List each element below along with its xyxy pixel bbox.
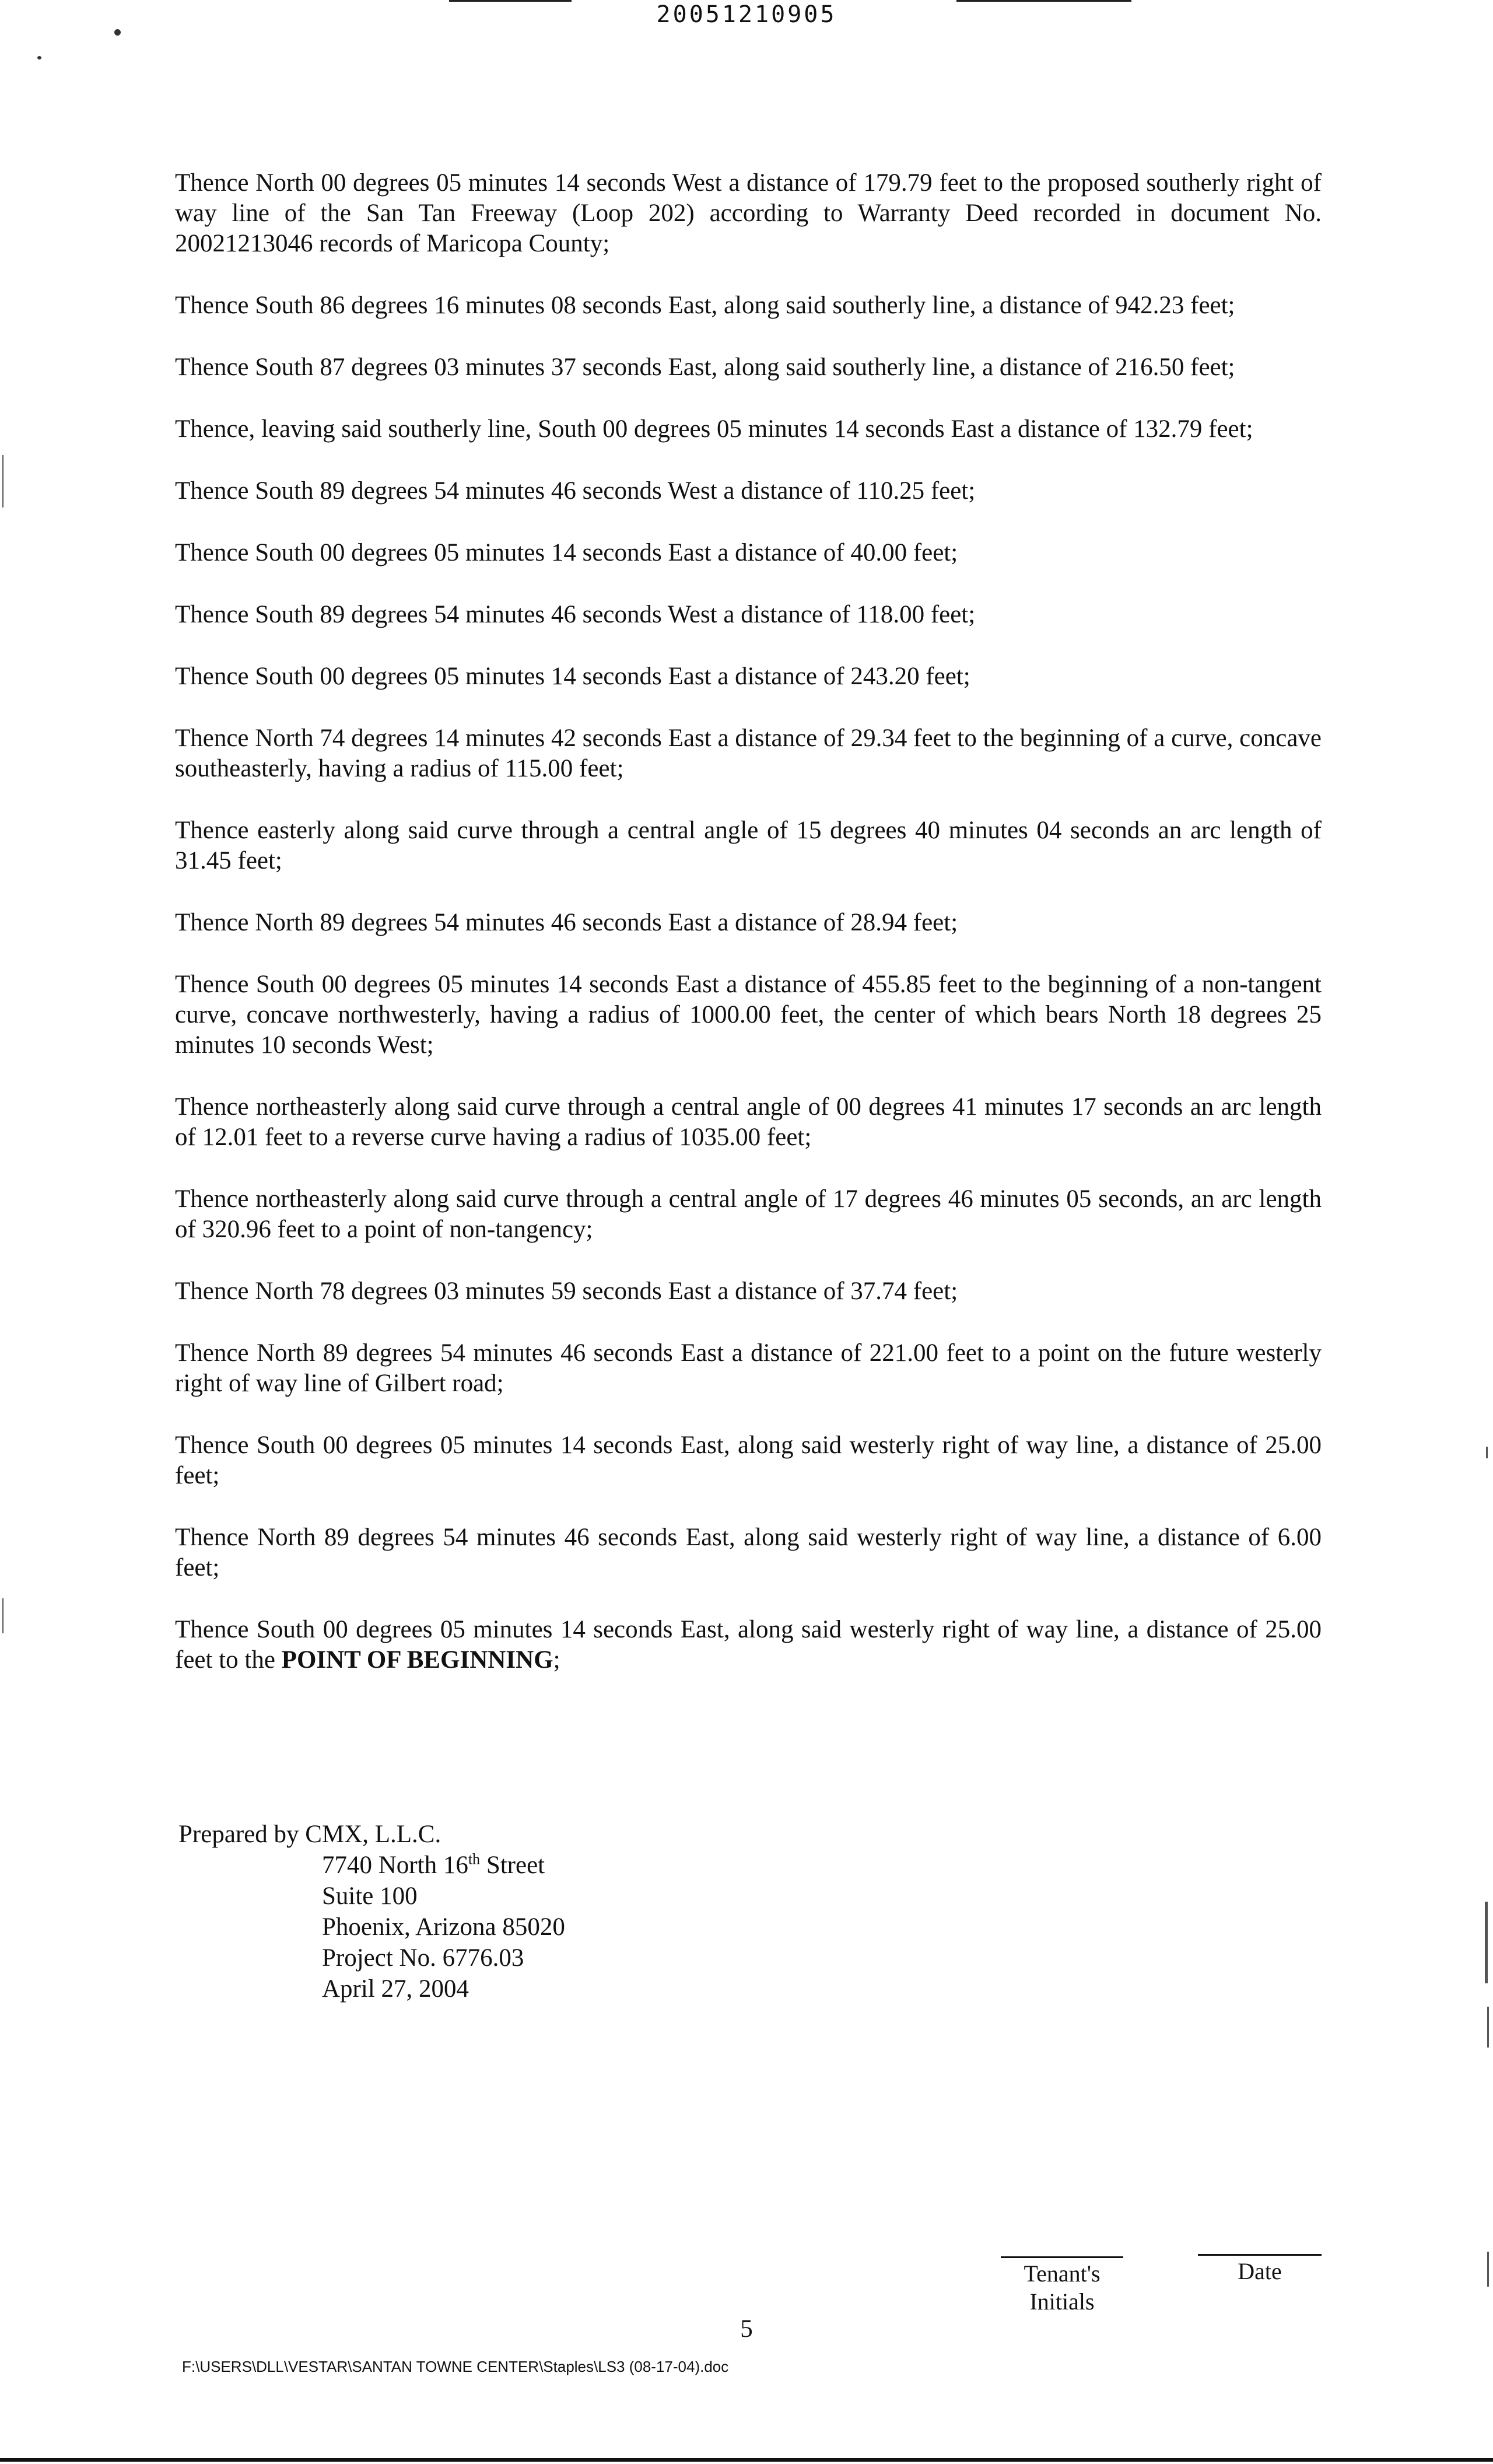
preparer-street-address — [178, 1850, 565, 1881]
legal-paragraph: Thence South 00 degrees 05 minutes 14 seconds East a distance of 40.00 feet; — [175, 539, 958, 566]
tenant-initials-label — [1001, 2260, 1123, 2316]
legal-paragraph: Thence South 89 degrees 54 minutes 46 seconds West a distance of 110.25 feet; — [175, 477, 976, 505]
file-path: F:\USERS\DLL\VESTAR\SANTAN TOWNE CENTER\Staples\LS3 (08-17-04).doc — [182, 2358, 729, 2375]
final-paragraph-text: Thence South 00 degrees 05 minutes 14 seconds East, along said westerly right of way line, a distance of 25.00 feet to the — [175, 1616, 1322, 1674]
prepared-by-block — [178, 1819, 565, 2004]
scan-dot-2 — [37, 56, 41, 60]
preparer-city: Phoenix, Arizona 85020 — [322, 1913, 565, 1941]
legal-paragraph: Thence South 89 degrees 54 minutes 46 seconds West a distance of 118.00 feet; — [175, 601, 976, 628]
legal-paragraph: Thence South 00 degrees 05 minutes 14 seconds East a distance of 243.20 feet; — [175, 663, 970, 690]
date-signature-line — [1198, 2254, 1322, 2256]
legal-paragraph: Thence South 00 degrees 05 minutes 14 seconds East a distance of 455.85 feet to the beginning of a non-tangent curve, concave northwesterly, having a radius of 1000.00 feet, the center of which bears North 18 degrees 25 minutes 10 seconds West; — [175, 971, 1322, 1059]
scan-dot-1 — [114, 29, 121, 36]
legal-paragraph: Thence northeasterly along said curve through a central angle of 17 degrees 46 minutes 05 seconds, an arc length of 320.96 feet to a point of non-tangency; — [175, 1185, 1322, 1243]
edge-mark-4 — [1487, 2252, 1489, 2287]
legal-paragraph: Thence North 78 degrees 03 minutes 59 seconds East a distance of 37.74 feet; — [175, 1278, 958, 1305]
preparer-suite: Suite 100 — [322, 1882, 418, 1910]
prepared-by-line: Prepared by CMX, L.L.C. — [178, 1821, 441, 1848]
street-address-suffix: Street — [480, 1852, 545, 1879]
final-paragraph-terminator: ; — [553, 1646, 560, 1674]
legal-paragraph: Thence North 00 degrees 05 minutes 14 seconds West a distance of 179.79 feet to the proposed southerly right of way line of the San Tan Freeway (Loop 202) according to Warranty Deed recorded in document No. 20021213046 records of Maricopa County; — [175, 169, 1322, 257]
edge-mark-6 — [2, 1598, 3, 1633]
edge-mark-3 — [1487, 2007, 1489, 2048]
prepared-date: April 27, 2004 — [322, 1975, 469, 2003]
legal-paragraph: Thence North 74 degrees 14 minutes 42 seconds East a distance of 29.34 feet to the beginning of a curve, concave southeasterly, having a radius of 115.00 feet; — [175, 724, 1322, 782]
legal-paragraph: Thence easterly along said curve through a central angle of 15 degrees 40 minutes 04 seconds an arc length of 31.45 feet; — [175, 817, 1322, 874]
edge-mark-2 — [1485, 1902, 1488, 1983]
bottom-scan-edge — [0, 2458, 1493, 2462]
street-address-prefix: 7740 North 16 — [322, 1852, 468, 1879]
legal-paragraph: Thence South 87 degrees 03 minutes 37 seconds East, along said southerly line, a distance of 216.50 feet; — [175, 354, 1235, 381]
street-ordinal-suffix: th — [468, 1850, 481, 1868]
legal-paragraph: Thence North 89 degrees 54 minutes 46 seconds East a distance of 221.00 feet to a point on the future westerly right of way line of Gilbert road; — [175, 1339, 1322, 1397]
final-legal-paragraph — [175, 1615, 1322, 1675]
tenant-label-line1: Tenant's — [1024, 2260, 1101, 2287]
legal-paragraph: Thence, leaving said southerly line, South 00 degrees 05 minutes 14 seconds East a distance of 132.79 feet; — [175, 415, 1253, 443]
legal-description-body — [175, 168, 1322, 1707]
project-number: Project No. 6776.03 — [322, 1944, 524, 1972]
legal-paragraph: Thence South 00 degrees 05 minutes 14 seconds East, along said westerly right of way line, a distance of 25.00 feet; — [175, 1432, 1322, 1489]
document-recording-number: 20051210905 — [656, 1, 837, 28]
legal-paragraph: Thence South 86 degrees 16 minutes 08 seconds East, along said southerly line, a distance of 942.23 feet; — [175, 292, 1235, 319]
edge-mark-1 — [1486, 1447, 1488, 1458]
legal-paragraph: Thence North 89 degrees 54 minutes 46 seconds East, along said westerly right of way line, a distance of 6.00 feet; — [175, 1524, 1322, 1581]
tenant-initials-line — [1001, 2256, 1123, 2258]
point-of-beginning-text: POINT OF BEGINNING — [281, 1646, 553, 1674]
page-number: 5 — [740, 2315, 753, 2343]
legal-paragraph: Thence North 89 degrees 54 minutes 46 seconds East a distance of 28.94 feet; — [175, 909, 958, 936]
legal-paragraph: Thence northeasterly along said curve through a central angle of 00 degrees 41 minutes 17 seconds an arc length of 12.01 feet to a reverse curve having a radius of 1035.00 feet; — [175, 1093, 1322, 1151]
date-label: Date — [1238, 2258, 1282, 2284]
tenant-label-line2: Initials — [1029, 2288, 1095, 2315]
edge-mark-5 — [2, 455, 3, 508]
